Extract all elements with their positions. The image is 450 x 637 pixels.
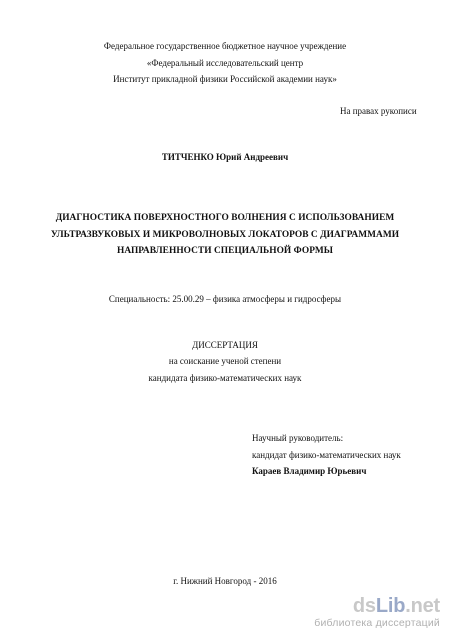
supervisor-name: Караев Владимир Юрьевич: [252, 466, 367, 476]
institution-line-1: Федеральное государственное бюджетное научное учреждение: [103, 41, 347, 51]
dslib-subtitle: библиотека диссертаций: [314, 617, 440, 629]
supervisor-label: Научный руководитель:: [252, 433, 344, 443]
supervisor-degree: кандидат физико-математических наук: [252, 450, 401, 460]
dissertation-title-line-2: УЛЬТРАЗВУКОВЫХ И МИКРОВОЛНОВЫХ ЛОКАТОРОВ С ДИАГРАММАМИ: [50, 230, 400, 240]
dslib-watermark: [290, 595, 440, 629]
institution-line-3: Институт прикладной физики Российской академии наук»: [113, 74, 337, 84]
institution-line-2: «Федеральный исследовательский центр: [146, 58, 304, 68]
dissertation-purpose: на соискание ученой степени: [168, 356, 282, 366]
author-name: ТИТЧЕНКО Юрий Андреевич: [161, 152, 289, 162]
dissertation-title-line-3: НАПРАВЛЕННОСТИ СПЕЦИАЛЬНОЙ ФОРМЫ: [117, 246, 333, 256]
specialty: Специальность: 25.00.29 – физика атмосферы и гидросферы: [108, 294, 342, 304]
dissertation-degree: кандидата физико-математических наук: [148, 373, 302, 383]
dissertation-title-line-1: ДИАГНОСТИКА ПОВЕРХНОСТНОГО ВОЛНЕНИЯ С ИСПОЛЬЗОВАНИЕМ: [55, 213, 395, 223]
place-year: г. Нижний Новгород - 2016: [173, 576, 277, 586]
dissertation-type: ДИССЕРТАЦИЯ: [192, 340, 258, 350]
manuscript-note: На правах рукописи: [340, 106, 417, 116]
dslib-logo: dsLib.net: [352, 595, 440, 617]
